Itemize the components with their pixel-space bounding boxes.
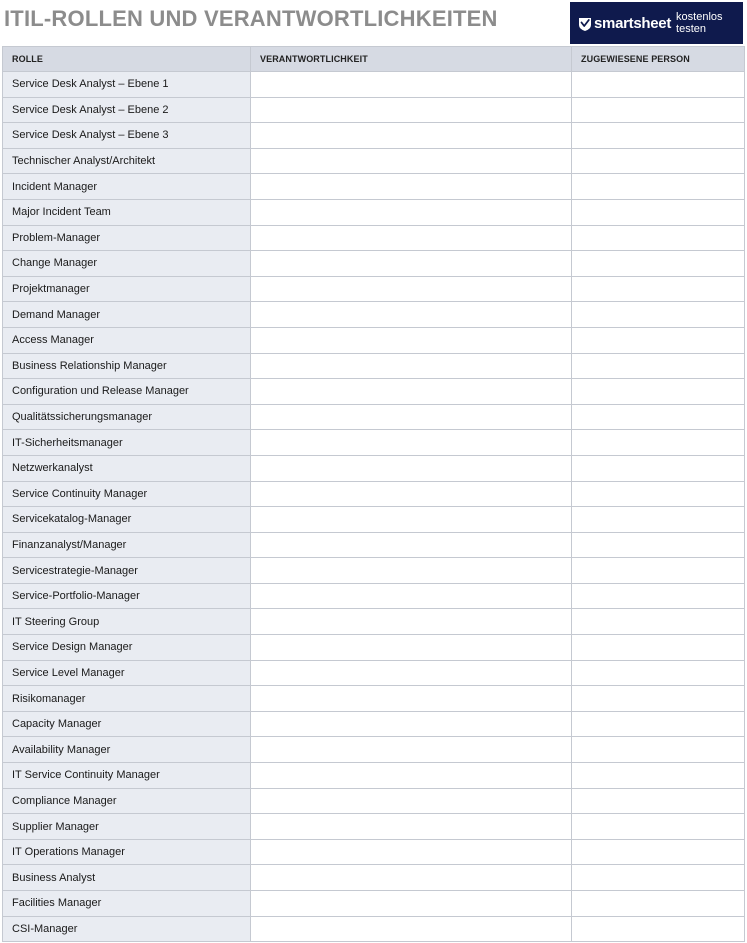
assigned-person-cell[interactable] — [572, 737, 745, 763]
assigned-person-cell[interactable] — [572, 404, 745, 430]
table-row — [3, 737, 745, 763]
role-cell: Technischer Analyst/Architekt — [3, 148, 251, 174]
table-row — [3, 251, 745, 277]
responsibility-cell[interactable] — [251, 609, 572, 635]
assigned-person-cell[interactable] — [572, 174, 745, 200]
role-cell: Configuration und Release Manager — [3, 379, 251, 405]
role-cell: IT Service Continuity Manager — [3, 763, 251, 789]
page-title: ITIL-ROLLEN UND VERANTWORTLICHKEITEN — [4, 6, 498, 31]
responsibility-cell[interactable] — [251, 532, 572, 558]
table-row — [3, 635, 745, 661]
assigned-person-cell[interactable] — [572, 327, 745, 353]
table-row — [3, 891, 745, 917]
role-cell: Incident Manager — [3, 174, 251, 200]
assigned-person-cell[interactable] — [572, 635, 745, 661]
responsibility-cell[interactable] — [251, 353, 572, 379]
role-cell: Facilities Manager — [3, 891, 251, 917]
table-row — [3, 455, 745, 481]
table-row — [3, 814, 745, 840]
header-responsibility: VERANTWORTLICHKEIT — [251, 47, 572, 72]
role-cell: Service Level Manager — [3, 660, 251, 686]
role-cell: Service Desk Analyst – Ebene 2 — [3, 97, 251, 123]
role-cell: Servicestrategie-Manager — [3, 558, 251, 584]
table-row — [3, 353, 745, 379]
responsibility-cell[interactable] — [251, 251, 572, 277]
role-cell: Capacity Manager — [3, 711, 251, 737]
responsibility-cell[interactable] — [251, 302, 572, 328]
table-row — [3, 839, 745, 865]
assigned-person-cell[interactable] — [572, 276, 745, 302]
responsibility-cell[interactable] — [251, 916, 572, 942]
responsibility-cell[interactable] — [251, 174, 572, 200]
assigned-person-cell[interactable] — [572, 123, 745, 149]
table-row — [3, 148, 745, 174]
assigned-person-cell[interactable] — [572, 788, 745, 814]
responsibility-cell[interactable] — [251, 686, 572, 712]
table-row — [3, 123, 745, 149]
table-row — [3, 199, 745, 225]
responsibility-cell[interactable] — [251, 379, 572, 405]
assigned-person-cell[interactable] — [572, 199, 745, 225]
role-cell: Finanzanalyst/Manager — [3, 532, 251, 558]
assigned-person-cell[interactable] — [572, 379, 745, 405]
table-row — [3, 481, 745, 507]
assigned-person-cell[interactable] — [572, 916, 745, 942]
responsibility-cell[interactable] — [251, 583, 572, 609]
responsibility-cell[interactable] — [251, 865, 572, 891]
assigned-person-cell[interactable] — [572, 686, 745, 712]
role-cell: Access Manager — [3, 327, 251, 353]
role-cell: Service-Portfolio-Manager — [3, 583, 251, 609]
responsibility-cell[interactable] — [251, 276, 572, 302]
responsibility-cell[interactable] — [251, 660, 572, 686]
role-cell: Service Desk Analyst – Ebene 3 — [3, 123, 251, 149]
role-cell: Business Analyst — [3, 865, 251, 891]
table-row — [3, 302, 745, 328]
role-cell: Major Incident Team — [3, 199, 251, 225]
assigned-person-cell[interactable] — [572, 507, 745, 533]
assigned-person-cell[interactable] — [572, 225, 745, 251]
responsibility-cell[interactable] — [251, 455, 572, 481]
table-row — [3, 711, 745, 737]
role-cell: Service Desk Analyst – Ebene 1 — [3, 72, 251, 98]
table-header-row — [3, 47, 745, 72]
table-row — [3, 532, 745, 558]
table-row — [3, 763, 745, 789]
assigned-person-cell[interactable] — [572, 814, 745, 840]
assigned-person-cell[interactable] — [572, 430, 745, 456]
roles-table-body — [3, 72, 745, 942]
assigned-person-cell[interactable] — [572, 763, 745, 789]
role-cell: Availability Manager — [3, 737, 251, 763]
role-cell: Service Design Manager — [3, 635, 251, 661]
responsibility-cell[interactable] — [251, 507, 572, 533]
table-row — [3, 686, 745, 712]
role-cell: Netzwerkanalyst — [3, 455, 251, 481]
responsibility-cell[interactable] — [251, 763, 572, 789]
role-cell: IT Steering Group — [3, 609, 251, 635]
role-cell: Compliance Manager — [3, 788, 251, 814]
assigned-person-cell[interactable] — [572, 891, 745, 917]
brand-name: smartsheet — [594, 14, 672, 32]
table-row — [3, 558, 745, 584]
table-row — [3, 72, 745, 98]
header-assigned-person: ZUGEWIESENE PERSON — [572, 47, 745, 72]
assigned-person-cell[interactable] — [572, 353, 745, 379]
smartsheet-checkmark-icon — [579, 17, 591, 31]
responsibility-cell[interactable] — [251, 199, 572, 225]
role-cell: Servicekatalog-Manager — [3, 507, 251, 533]
table-row — [3, 788, 745, 814]
assigned-person-cell[interactable] — [572, 711, 745, 737]
header-role: ROLLE — [3, 47, 251, 72]
assigned-person-cell[interactable] — [572, 302, 745, 328]
assigned-person-cell[interactable] — [572, 97, 745, 123]
assigned-person-cell[interactable] — [572, 660, 745, 686]
assigned-person-cell[interactable] — [572, 558, 745, 584]
assigned-person-cell[interactable] — [572, 72, 745, 98]
table-row — [3, 865, 745, 891]
responsibility-cell[interactable] — [251, 97, 572, 123]
table-row — [3, 379, 745, 405]
role-cell: Demand Manager — [3, 302, 251, 328]
role-cell: IT Operations Manager — [3, 839, 251, 865]
table-row — [3, 276, 745, 302]
responsibility-cell[interactable] — [251, 788, 572, 814]
smartsheet-trial-banner[interactable] — [570, 2, 743, 44]
responsibility-cell[interactable] — [251, 404, 572, 430]
assigned-person-cell[interactable] — [572, 455, 745, 481]
role-cell: Risikomanager — [3, 686, 251, 712]
assigned-person-cell[interactable] — [572, 148, 745, 174]
role-cell: Supplier Manager — [3, 814, 251, 840]
responsibility-cell[interactable] — [251, 481, 572, 507]
responsibility-cell[interactable] — [251, 711, 572, 737]
role-cell: Service Continuity Manager — [3, 481, 251, 507]
responsibility-cell[interactable] — [251, 148, 572, 174]
table-row — [3, 174, 745, 200]
responsibility-cell[interactable] — [251, 891, 572, 917]
assigned-person-cell[interactable] — [572, 609, 745, 635]
assigned-person-cell[interactable] — [572, 583, 745, 609]
assigned-person-cell[interactable] — [572, 481, 745, 507]
table-row — [3, 430, 745, 456]
role-cell: CSI-Manager — [3, 916, 251, 942]
responsibility-cell[interactable] — [251, 737, 572, 763]
responsibility-cell[interactable] — [251, 814, 572, 840]
table-row — [3, 609, 745, 635]
assigned-person-cell[interactable] — [572, 839, 745, 865]
table-row — [3, 404, 745, 430]
table-row — [3, 916, 745, 942]
table-row — [3, 97, 745, 123]
role-cell: Change Manager — [3, 251, 251, 277]
responsibility-cell[interactable] — [251, 327, 572, 353]
assigned-person-cell[interactable] — [572, 532, 745, 558]
assigned-person-cell[interactable] — [572, 865, 745, 891]
responsibility-cell[interactable] — [251, 558, 572, 584]
responsibility-cell[interactable] — [251, 430, 572, 456]
responsibility-cell[interactable] — [251, 72, 572, 98]
table-row — [3, 660, 745, 686]
responsibility-cell[interactable] — [251, 839, 572, 865]
role-cell: Problem-Manager — [3, 225, 251, 251]
table-row — [3, 583, 745, 609]
responsibility-cell[interactable] — [251, 123, 572, 149]
table-row — [3, 507, 745, 533]
responsibility-cell[interactable] — [251, 225, 572, 251]
table-row — [3, 327, 745, 353]
roles-table — [2, 46, 745, 942]
assigned-person-cell[interactable] — [572, 251, 745, 277]
role-cell: IT-Sicherheitsmanager — [3, 430, 251, 456]
role-cell: Qualitätssicherungsmanager — [3, 404, 251, 430]
role-cell: Business Relationship Manager — [3, 353, 251, 379]
role-cell: Projektmanager — [3, 276, 251, 302]
responsibility-cell[interactable] — [251, 635, 572, 661]
trial-cta-text: kostenlos testen — [676, 11, 723, 35]
table-row — [3, 225, 745, 251]
